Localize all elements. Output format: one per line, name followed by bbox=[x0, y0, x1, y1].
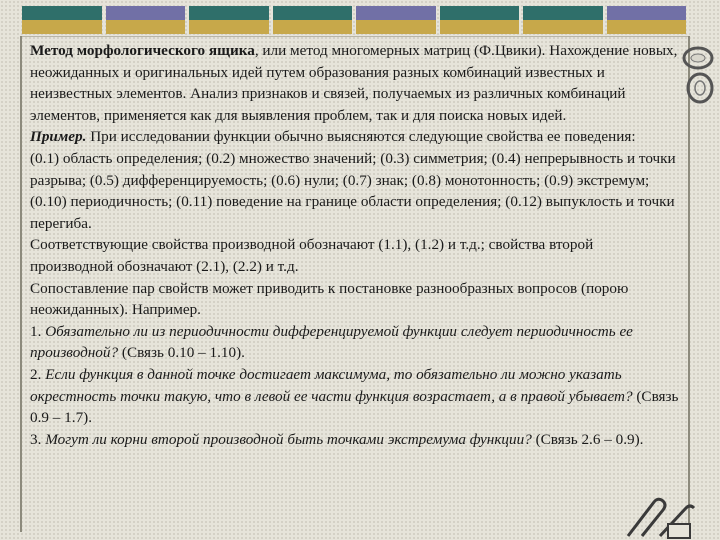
deco-segment bbox=[106, 6, 186, 34]
deco-segment bbox=[273, 6, 353, 34]
question-text: Обязательно ли из периодичности дифференцируемой функции следует периодичность ее производной? bbox=[30, 322, 633, 362]
properties-list: (0.1) область определения; (0.2) множество значений; (0.3) симметрия; (0.4) непрерывность и точки разрыва; (0.5) дифференцируемость; (0.6) нули; (0.7) знак; (0.8) монотонность; (0.9) экстремум; (0.10) периодичность; (0.11) поведение на границе области определения; (0.12) выпуклость и точки перегиба. bbox=[30, 149, 676, 232]
deco-segment bbox=[356, 6, 436, 34]
paperclip-icon bbox=[624, 496, 704, 540]
deco-segment bbox=[22, 6, 102, 34]
deco-segment bbox=[440, 6, 520, 34]
question-reference: (Связь 0.9 – 1.7). bbox=[30, 387, 679, 427]
intro-paragraph bbox=[30, 40, 680, 126]
method-title: Метод морфологического ящика bbox=[30, 42, 255, 59]
question-number: 3. bbox=[30, 430, 46, 448]
frame-left-line bbox=[20, 36, 22, 532]
example-text: При исследовании функции обычно выясняются следующие свойства ее поведения: bbox=[86, 128, 636, 146]
question-2 bbox=[30, 364, 680, 429]
document-content bbox=[30, 40, 680, 450]
example-label: Пример. bbox=[30, 128, 87, 146]
deco-segment bbox=[607, 6, 687, 34]
comparison-paragraph: Сопоставление пар свойств может приводить к постановке разнообразных вопросов (порою неожиданных). Например. bbox=[30, 279, 629, 319]
question-text: Если функция в данной точке достигает максимума, то обязательно ли можно указать окрестность точки такую, что в левой ее части функция возрастает, а в правой убывает? bbox=[30, 365, 633, 405]
question-number: 2. bbox=[30, 365, 46, 383]
deco-segment bbox=[523, 6, 603, 34]
question-3 bbox=[30, 429, 680, 451]
decorative-header-bar bbox=[22, 6, 686, 34]
question-number: 1. bbox=[30, 322, 46, 340]
derivative-notation: Соответствующие свойства производной обозначают (1.1), (1.2) и т.д.; свойства второй производной обозначают (2.1), (2.2) и т.д. bbox=[30, 236, 594, 275]
question-reference: (Связь 0.10 – 1.10). bbox=[118, 344, 245, 362]
frame-top-line bbox=[20, 36, 690, 37]
ring-binder-icon bbox=[678, 44, 718, 114]
question-text: Могут ли корни второй производной быть точками экстремума функции? bbox=[45, 430, 532, 448]
question-reference: (Связь 2.6 – 0.9). bbox=[531, 430, 644, 448]
intro-text: , или метод многомерных матриц (Ф.Цвики). Нахождение новых, неожиданных и оригинальных идей путем образования разных комбинаций известных и неизвестных элементов. Анализ признаков и связей, получаемых из различных комбинаций элементов, применяется как для выявления проблем, так и для поиска новых идей. bbox=[30, 42, 678, 124]
deco-segment bbox=[189, 6, 269, 34]
question-1 bbox=[30, 321, 680, 364]
example-paragraph bbox=[30, 126, 680, 148]
